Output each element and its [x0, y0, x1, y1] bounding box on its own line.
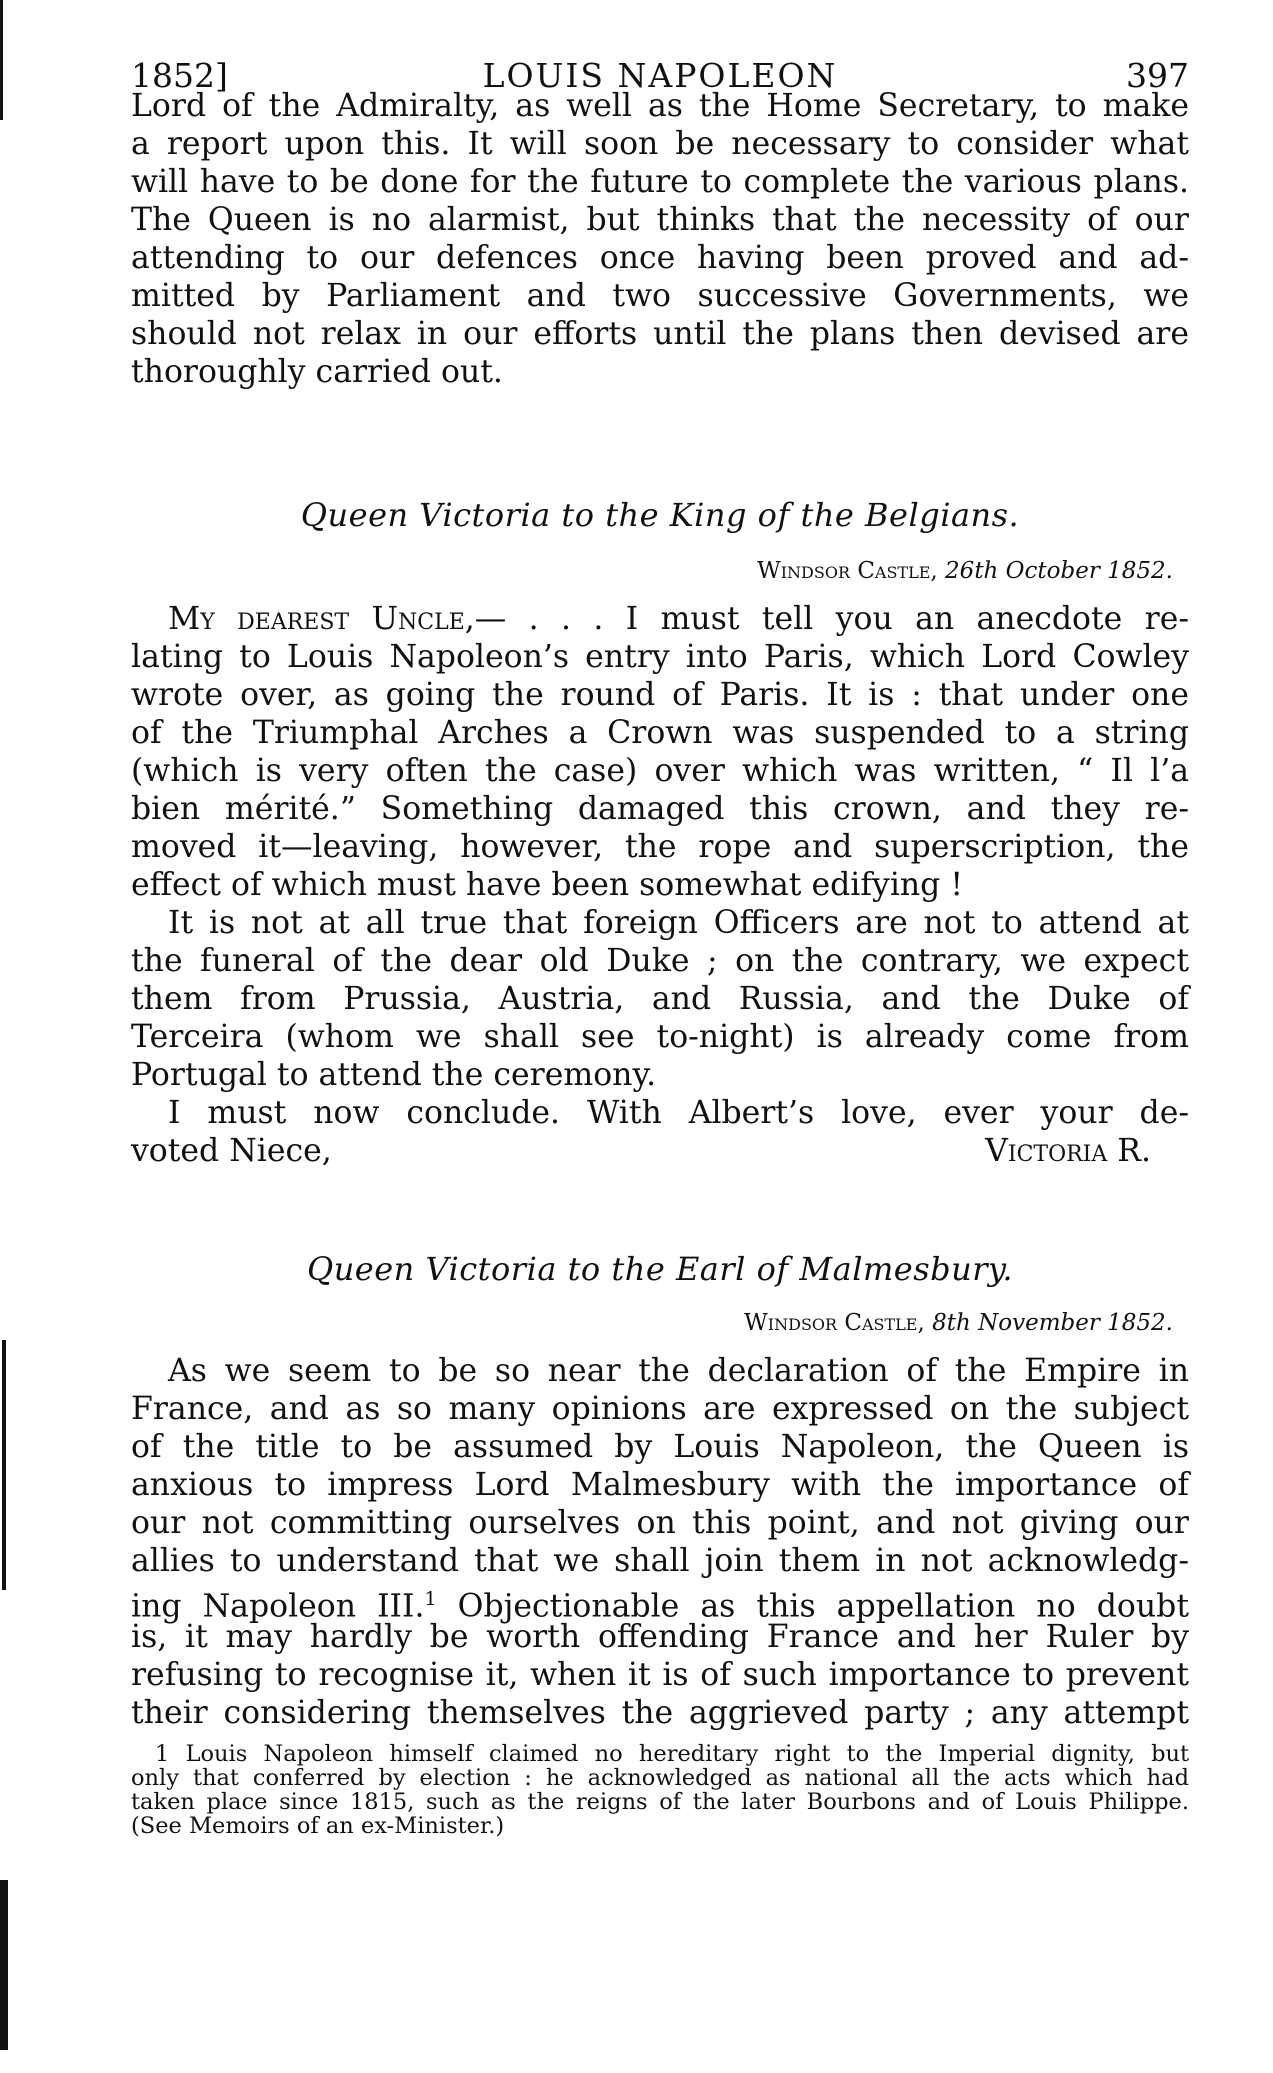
text-line: effect of which must have been somewhat edifying ! [131, 867, 964, 903]
footnote-marker: 1 [155, 1741, 170, 1767]
text-line: — . . . I must tell you an anecdote re- [474, 601, 1189, 637]
text-line: thoroughly carried out. [131, 354, 503, 390]
text-line: Portugal to attend the ceremony. [131, 1057, 657, 1093]
text-line: a report upon this. It will soon be necessary to consider what [131, 126, 1189, 162]
scan-edge-mark [0, 1880, 8, 2050]
text-line: It is not at all true that foreign Officers are not to attend at [168, 905, 1189, 941]
footnote-line: taken place since 1815, such as the reigns of the later Bourbons and of Louis Philippe. [131, 1789, 1189, 1815]
signoff-line [131, 1132, 1151, 1170]
page-number: 397 [1126, 56, 1189, 95]
text-line: As we seem to be so near the declaration of the Empire in [168, 1353, 1189, 1389]
text-line: moved it—leaving, however, the rope and superscription, the [131, 829, 1189, 865]
text-line-with-note [131, 1580, 1189, 1625]
text-line: will have to be done for the future to complete the various plans. [131, 164, 1189, 200]
dateline-place: Windsor Castle, [744, 1310, 925, 1336]
footnote-line: (See Memoirs of an ex-Minister.) [131, 1813, 505, 1839]
text-line: anxious to impress Lord Malmesbury with the importance of [131, 1467, 1189, 1503]
text-line: Lord of the Admiralty, as well as the Home Secretary, to make [131, 88, 1189, 124]
text-line: them from Prussia, Austria, and Russia, and the Duke of [131, 981, 1189, 1017]
footnote-text: Louis Napoleon himself claimed no hereditary right to the Imperial dignity, but [185, 1741, 1190, 1767]
text-line: should not relax in our efforts until the plans then devised are [131, 316, 1189, 352]
footnote-line [155, 1742, 1189, 1766]
salutation-line [168, 600, 1189, 638]
text-line: is, it may hardly be worth offending France and her Ruler by [131, 1619, 1189, 1655]
text-line: I must now conclude. With Albert’s love, ever your de- [168, 1095, 1189, 1131]
text-line: of the title to be assumed by Louis Napoleon, the Queen is [131, 1429, 1189, 1465]
text-line: lating to Louis Napoleon’s entry into Paris, which Lord Cowley [131, 639, 1189, 675]
text-line: of the Triumphal Arches a Crown was suspended to a string [131, 715, 1189, 751]
text-line: mitted by Parliament and two successive Governments, we [131, 278, 1189, 314]
dateline [744, 1310, 1173, 1336]
text-line: ing Napoleon III. [131, 1588, 425, 1625]
text-line: our not committing ourselves on this point, and not giving our [131, 1505, 1189, 1541]
letter-heading: Queen Victoria to the Earl of Malmesbury. [306, 1250, 1014, 1288]
text-line: France, and as so many opinions are expressed on the subject [131, 1391, 1189, 1427]
dateline-date: 26th October 1852. [945, 558, 1173, 584]
footnote-line: only that conferred by election : he acknowledged as national all the acts which had [131, 1765, 1189, 1791]
text-line: (which is very often the case) over which was written, “ Il l’a [131, 753, 1189, 789]
text-line: Terceira (whom we shall see to-night) is already come from [131, 1019, 1189, 1055]
dateline-date: 8th November 1852. [932, 1310, 1173, 1336]
running-head-year: 1852] [131, 56, 228, 95]
text-line: The Queen is no alarmist, but thinks that the necessity of our [131, 202, 1189, 238]
text-line: bien mérité.” Something damaged this crown, and they re- [131, 791, 1189, 827]
text-line: their considering themselves the aggrieved party ; any attempt [131, 1695, 1189, 1731]
scan-edge-mark [2, 1340, 6, 1590]
text-line: the funeral of the dear old Duke ; on the contrary, we expect [131, 943, 1189, 979]
text-line: allies to understand that we shall join them in not acknowledg- [131, 1543, 1189, 1579]
text-line: wrote over, as going the round of Paris. It is : that under one [131, 677, 1189, 713]
salutation: My dearest Uncle, [168, 601, 475, 637]
dateline-place: Windsor Castle, [757, 558, 938, 584]
scan-edge-mark [0, 0, 3, 120]
letter-heading: Queen Victoria to the King of the Belgians. [300, 496, 1020, 534]
running-head-title: LOUIS NAPOLEON [482, 56, 838, 95]
text-line: attending to our defences once having been proved and ad- [131, 240, 1189, 276]
signature: Victoria R. [985, 1133, 1151, 1169]
footnote-reference: 1 [424, 1588, 437, 1610]
text-line: Objectionable as this appellation no doubt [457, 1588, 1189, 1625]
dateline [757, 558, 1173, 584]
text-line: voted Niece, [131, 1133, 332, 1169]
text-line: refusing to recognise it, when it is of such importance to prevent [131, 1657, 1189, 1693]
